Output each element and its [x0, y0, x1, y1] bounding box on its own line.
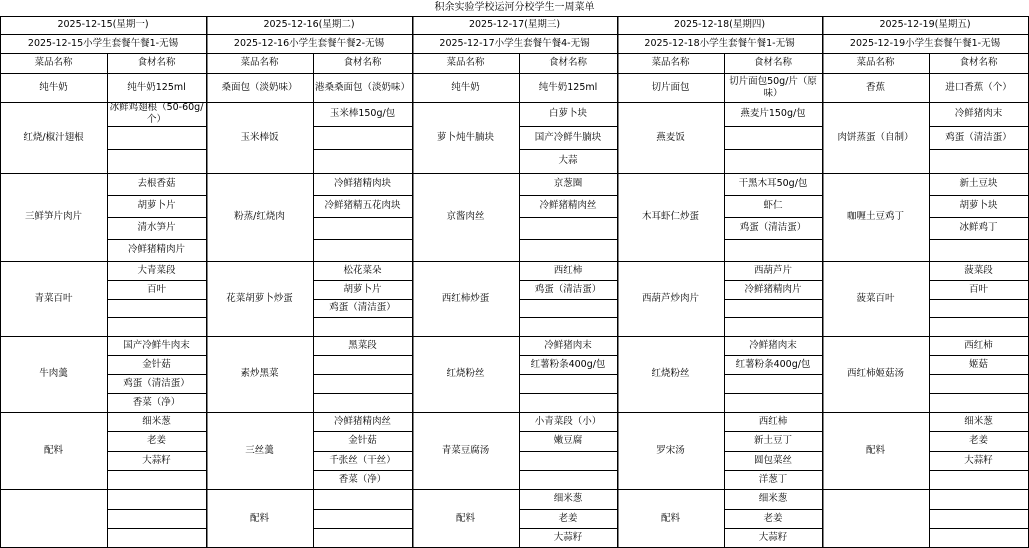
ingredient-name: 去根香菇 [137, 178, 176, 189]
dish-name: 木耳虾仁炒蛋 [641, 211, 699, 222]
ingredient-name: 老姜 [146, 435, 166, 446]
ingredient-name [107, 149, 206, 173]
dish-name: 素炒黑菜 [240, 368, 279, 379]
ingredient-name [724, 126, 822, 149]
ingredient-name: 老姜 [558, 512, 578, 524]
dish-header: 菜品名称 [856, 57, 895, 68]
dish-name: 萝卜炖牛腩块 [436, 131, 494, 143]
ingredient-name: 香菜（净） [338, 473, 387, 485]
ingredient-name [519, 470, 617, 489]
ingredient-header: 食材名称 [753, 57, 792, 68]
ingredient-name: 西红柿 [964, 339, 993, 351]
dish-name: 京酱肉丝 [446, 211, 485, 222]
ingredient-name: 细米葱 [758, 493, 788, 504]
dish-name: 配料 [249, 512, 269, 524]
ingredient-name: 新土豆块 [959, 178, 998, 189]
ingredient-name: 大青菜段 [137, 264, 176, 276]
dish-name: 切片面包 [651, 81, 690, 93]
ingredient-name: 京葱圈 [553, 178, 583, 189]
ingredient-name [929, 509, 1028, 528]
ingredient-name: 嫩豆腐 [553, 435, 583, 446]
day-date: 2025-12-15(星期一) [57, 19, 149, 30]
ingredient-name [929, 149, 1028, 173]
dish-name: 菠菜百叶 [856, 292, 895, 304]
dish-name: 玉米棒饭 [240, 131, 279, 143]
ingredient-header: 食材名称 [343, 57, 382, 68]
ingredient-name [929, 393, 1028, 412]
dish-name: 罗宋汤 [656, 444, 685, 456]
ingredient-name [313, 509, 412, 528]
dish-name: 燕麦饭 [656, 131, 685, 143]
ingredient-name: 胡萝卜片 [137, 200, 176, 211]
ingredient-name: 鸡蛋（清洁蛋） [945, 131, 1012, 143]
ingredient-name [929, 528, 1028, 548]
ingredient-name [313, 374, 412, 393]
ingredient-name [929, 374, 1028, 393]
ingredient-name [107, 528, 206, 548]
ingredient-name: 冷鲜猪精肉片 [127, 244, 185, 255]
dish-name: 西红柿炒蛋 [441, 292, 490, 304]
dish-name: 粉蒸/红烧肉 [234, 211, 285, 222]
ingredient-name [313, 126, 412, 149]
ingredient-name: 纯牛奶125ml [127, 81, 186, 93]
ingredient-name [313, 239, 412, 261]
ingredient-header: 食材名称 [137, 57, 176, 68]
dish-name: 纯牛奶 [451, 81, 480, 93]
ingredient-name [313, 317, 412, 336]
ingredient-name: 金针菇 [142, 358, 171, 370]
meal-name: 2025-12-16小学生套餐午餐2-无锡 [233, 37, 385, 49]
dish-name: 红烧粉丝 [651, 368, 690, 379]
dish-name: 桑面包（淡奶味） [221, 81, 298, 93]
ingredient-header: 食材名称 [959, 57, 998, 68]
ingredient-name: 冷鲜猪精肉片 [744, 283, 802, 295]
ingredient-name: 玉米棒150g/包 [329, 108, 396, 119]
ingredient-name [313, 393, 412, 412]
ingredient-name [929, 239, 1028, 261]
meal-name: 2025-12-19小学生套餐午餐1-无锡 [849, 37, 1001, 49]
ingredient-name: 老姜 [763, 512, 783, 524]
dish-name: 三鲜笋片肉片 [24, 211, 82, 222]
ingredient-name: 冷鲜猪精肉丝 [333, 415, 391, 427]
ingredient-name: 冷鲜猪肉末 [749, 339, 797, 351]
ingredient-name: 港桑桑面包（淡奶味） [314, 81, 410, 93]
dish-name: 西红柿姬菇汤 [846, 368, 904, 379]
ingredient-name: 圆包菜丝 [753, 454, 792, 466]
dish-name [0, 489, 107, 548]
dish-name: 青菜豆腐汤 [441, 444, 490, 456]
dish-name: 花菜胡萝卜炒蛋 [226, 292, 293, 304]
ingredient-name: 冰鲜鸡丁 [959, 222, 998, 233]
ingredient-name: 虾仁 [763, 200, 783, 211]
ingredient-name: 冰鲜鸡翅根（50-60g/个） [109, 102, 204, 125]
dish-name: 红烧粉丝 [446, 368, 485, 379]
dish-name: 青菜百叶 [34, 292, 73, 304]
dish-header: 菜品名称 [446, 57, 485, 68]
ingredient-name [107, 299, 206, 317]
dish-name: 三丝羹 [245, 444, 274, 456]
dish-name: 配料 [43, 444, 63, 456]
dish-name: 香蕉 [865, 81, 885, 93]
ingredient-name [724, 239, 822, 261]
ingredient-name: 百叶 [146, 283, 166, 295]
dish-header: 菜品名称 [240, 57, 279, 68]
ingredient-name: 白萝卜块 [548, 108, 587, 119]
ingredient-name [519, 217, 617, 239]
ingredient-name: 西红柿 [758, 415, 788, 427]
ingredient-name: 切片面包50g/片（原味） [729, 75, 817, 99]
dish-name: 配料 [660, 512, 680, 524]
ingredient-name: 大蒜籽 [964, 454, 993, 466]
ingredient-name [724, 393, 822, 412]
ingredient-name: 干黑木耳50g/包 [738, 178, 808, 189]
dish-name: 牛肉羹 [39, 368, 68, 379]
ingredient-name [724, 317, 822, 336]
ingredient-name [724, 149, 822, 173]
ingredient-name: 香菜（净） [132, 396, 181, 408]
ingredient-name: 国产冷鲜牛肉末 [123, 339, 190, 351]
ingredient-name [929, 489, 1028, 509]
ingredient-name: 大蒜籽 [553, 532, 583, 543]
ingredient-name [107, 489, 206, 509]
ingredient-name: 清水笋片 [137, 222, 176, 233]
ingredient-name: 菠菜段 [964, 264, 993, 276]
ingredient-name: 红薯粉条400g/包 [735, 358, 811, 370]
ingredient-name: 大蒜籽 [758, 532, 788, 543]
ingredient-name: 松花菜朵 [343, 264, 382, 276]
ingredient-name [519, 317, 617, 336]
page-title: 积余实验学校运河分校学生一周菜单 [434, 2, 595, 13]
dish-name: 纯牛奶 [39, 81, 68, 93]
meal-name: 2025-12-17小学生套餐午餐4-无锡 [439, 37, 590, 49]
ingredient-name: 金针菇 [348, 435, 377, 446]
dish-name: 肉饼蒸蛋（自制） [837, 131, 914, 143]
ingredient-name [929, 317, 1028, 336]
ingredient-name [313, 355, 412, 374]
ingredient-name [313, 217, 412, 239]
ingredient-name [107, 509, 206, 528]
dish-name: 咖喱土豆鸡丁 [846, 211, 904, 222]
ingredient-name [519, 374, 617, 393]
menu-table [0, 16, 1029, 548]
ingredient-name [313, 149, 412, 173]
ingredient-name: 国产冷鲜牛腩块 [534, 131, 602, 143]
ingredient-name: 鸡蛋（清洁蛋） [329, 302, 396, 313]
dish-name: 配料 [455, 512, 475, 524]
meal-name: 2025-12-15小学生套餐午餐1-无锡 [27, 37, 179, 49]
ingredient-name: 冷鲜猪精肉块 [333, 178, 391, 189]
ingredient-name: 百叶 [968, 283, 988, 295]
ingredient-name: 细米葱 [142, 415, 171, 427]
dish-name [822, 489, 929, 548]
dish-name: 西葫芦炒肉片 [641, 292, 699, 304]
ingredient-name: 冷鲜猪精肉丝 [539, 200, 597, 211]
ingredient-name: 鸡蛋（清洁蛋） [739, 222, 807, 233]
ingredient-name: 老姜 [968, 435, 988, 446]
day-date: 2025-12-18(星期四) [673, 19, 766, 30]
ingredient-name [313, 528, 412, 548]
ingredient-name [724, 299, 822, 317]
ingredient-name: 冷鲜猪肉末 [954, 108, 1003, 119]
ingredient-name: 千张丝（干丝） [329, 454, 396, 466]
ingredient-name: 细米葱 [553, 493, 583, 504]
ingredient-name [519, 393, 617, 412]
ingredient-name: 黑菜段 [348, 339, 377, 351]
ingredient-name [724, 374, 822, 393]
ingredient-header: 食材名称 [548, 57, 587, 68]
ingredient-name: 冷鲜猪精五花肉块 [324, 200, 401, 211]
ingredient-name [519, 299, 617, 317]
ingredient-name [929, 299, 1028, 317]
ingredient-name [107, 470, 206, 489]
ingredient-name: 大蒜籽 [142, 454, 171, 466]
ingredient-name: 胡萝卜片 [343, 283, 382, 295]
ingredient-name [519, 451, 617, 470]
ingredient-name: 新土豆丁 [753, 435, 792, 446]
ingredient-name: 进口香蕉（个） [945, 81, 1012, 93]
ingredient-name: 洋葱丁 [758, 473, 788, 485]
ingredient-name: 冷鲜猪肉末 [544, 339, 592, 351]
ingredient-name: 胡萝卜块 [959, 200, 998, 211]
ingredient-name: 红薯粉条400g/包 [530, 358, 606, 370]
dish-name: 配料 [865, 444, 885, 456]
ingredient-name: 纯牛奶125ml [538, 81, 598, 93]
ingredient-name: 大蒜 [558, 155, 578, 166]
ingredient-name: 细米葱 [964, 415, 993, 427]
meal-name: 2025-12-18小学生套餐午餐1-无锡 [644, 37, 795, 49]
ingredient-name: 鸡蛋（清洁蛋） [534, 283, 602, 295]
ingredient-name: 西红柿 [553, 264, 583, 276]
dish-name: 红烧/椒汁翅根 [23, 131, 84, 143]
ingredient-name: 鸡蛋（清洁蛋） [123, 377, 190, 389]
ingredient-name [519, 239, 617, 261]
ingredient-name: 姬菇 [968, 358, 988, 370]
ingredient-name [107, 317, 206, 336]
dish-header: 菜品名称 [651, 57, 690, 68]
day-date: 2025-12-16(星期二) [263, 19, 355, 30]
ingredient-name [929, 470, 1028, 489]
dish-header: 菜品名称 [34, 57, 73, 68]
day-date: 2025-12-19(星期五) [879, 19, 971, 30]
ingredient-name [313, 489, 412, 509]
ingredient-name [107, 126, 206, 149]
ingredient-name: 小青菜段（小） [534, 415, 602, 427]
ingredient-name: 燕麦片150g/包 [740, 108, 806, 119]
day-date: 2025-12-17(星期三) [468, 19, 561, 30]
ingredient-name: 西葫芦片 [753, 264, 792, 276]
